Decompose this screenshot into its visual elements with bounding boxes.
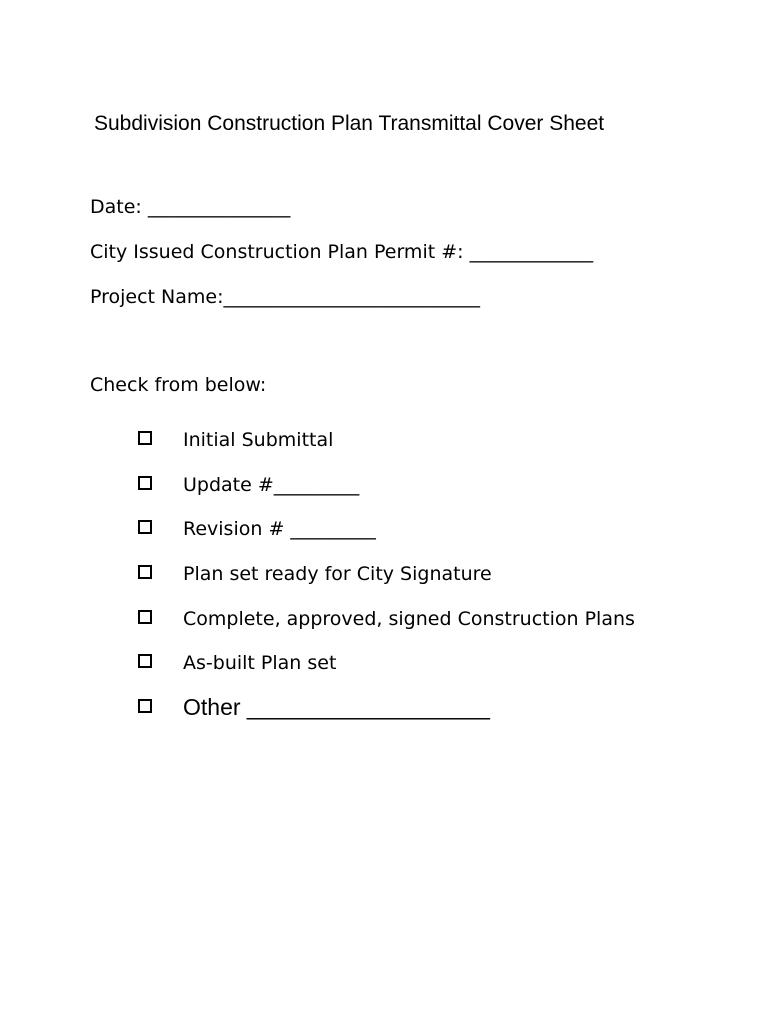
checkbox-icon[interactable]	[138, 520, 152, 534]
project-name-field: Project Name:___________________________	[90, 286, 481, 308]
option-label: As-built Plan set	[183, 652, 337, 675]
permit-number-field: City Issued Construction Plan Permit #: _____________	[90, 241, 594, 263]
option-revision	[138, 507, 635, 552]
checkbox-icon[interactable]	[138, 431, 152, 445]
option-label: Update #_________	[183, 473, 360, 496]
option-as-built	[138, 641, 635, 686]
option-label: Plan set ready for City Signature	[183, 563, 492, 586]
check-heading: Check from below:	[90, 374, 267, 396]
option-ready-for-signature	[138, 552, 635, 597]
checkbox-icon[interactable]	[138, 610, 152, 624]
option-update	[138, 463, 635, 508]
option-label: Revision # _________	[183, 518, 376, 541]
option-complete-approved	[138, 596, 635, 641]
option-label: Complete, approved, signed Construction Plans	[183, 607, 635, 630]
checkbox-list	[138, 418, 635, 730]
document-title: Subdivision Construction Plan Transmittal Cover Sheet	[94, 112, 605, 135]
checkbox-icon[interactable]	[138, 699, 152, 713]
option-label: Other ___________________	[183, 694, 490, 721]
checkbox-icon[interactable]	[138, 654, 152, 668]
option-other	[138, 686, 635, 731]
checkbox-icon[interactable]	[138, 476, 152, 490]
checkbox-icon[interactable]	[138, 565, 152, 579]
date-field: Date: _______________	[90, 196, 291, 218]
option-initial-submittal	[138, 418, 635, 463]
option-label: Initial Submittal	[183, 429, 334, 452]
